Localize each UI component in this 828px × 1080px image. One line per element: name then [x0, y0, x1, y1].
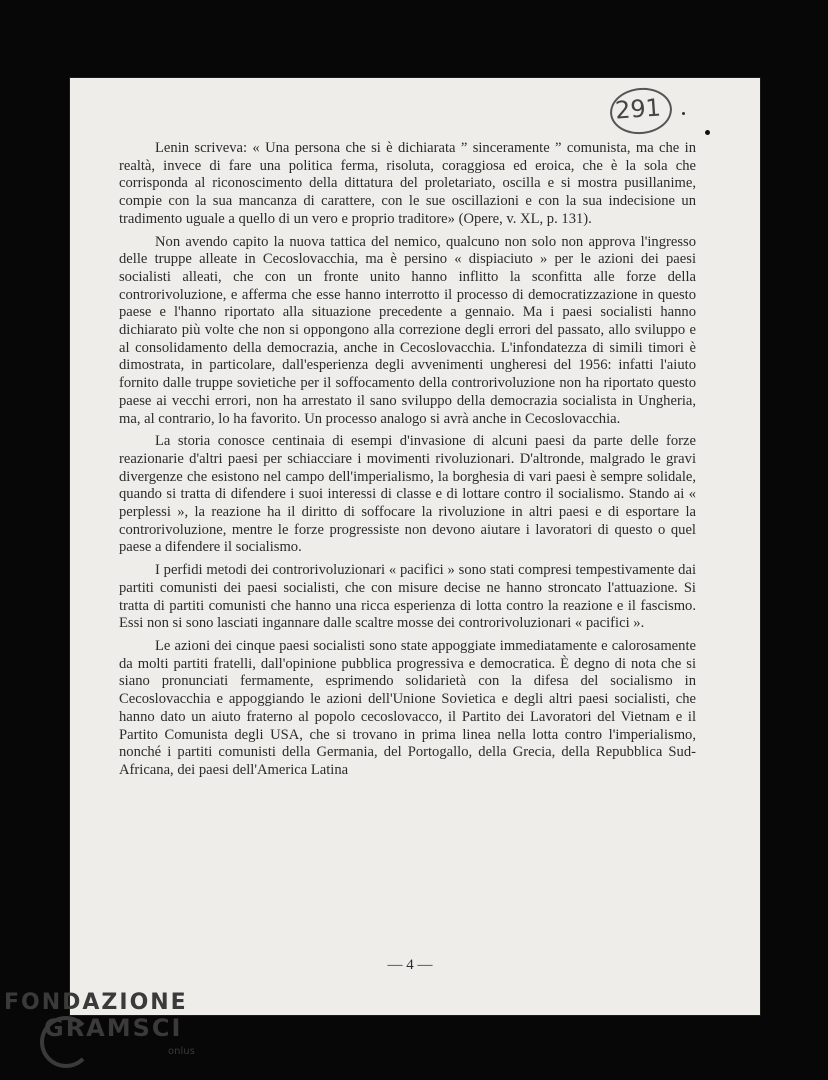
pencil-dot-mark [682, 112, 685, 115]
paragraph-3: La storia conosce centinaia di esempi d'invasione di alcuni paesi da parte delle forze reazionarie d'altri paesi per schiacciare i movimenti rivoluzionari. D'altronde, malgrado le gravi divergenze che esistono nel campo dell'imperialismo, la borghesia di vari paesi è sempre solidale, quando si tratta di difendere i suoi interessi di classe e di lottare contro il socialismo. Stando ai « perplessi », la reazione ha il diritto di soffocare la rivoluzione in altri paesi e di esportare la controrivoluzione, mentre le forze progressiste non devono aiutare i lavoratori di questo o quel paese a difendere il socialismo. [119, 433, 696, 556]
paragraph-2: Non avendo capito la nuova tattica del nemico, qualcuno non solo non approva l'ingresso delle truppe alleate in Cecoslovacchia, ma è persino « dispiaciuto » per le azioni dei paesi socialisti alleati, che con un fronte unito hanno inflitto la sconfitta alle forze della controrivoluzione, e afferma che esse hanno interrotto il processo di democratizzazione in questo paese e l'hanno riportato alla situazione precedente a gennaio. Ma i paesi socialisti hanno dichiarato più volte che non si oppongono alla correzione degli errori del passato, allo sviluppo e al consolidamento della democrazia, anche in Cecoslovacchia. L'infondatezza di simili timori è dimostrata, in particolare, dall'esperienza degli avvenimenti ungheresi del 1956: infatti l'aiuto fornito dalle truppe sovietiche per il soffocamento della controrivoluzione non ha riportato questo paese ai vecchi errori, non ha arrestato il sano sviluppo della democrazia socialista in Ungheria, ma, al contrario, lo ha favorito. Un processo analogo si avrà anche in Cecoslovacchia. [119, 233, 696, 427]
paragraph-4: I perfidi metodi dei controrivoluzionari « pacifici » sono stati compresi tempestivamente dai partiti comunisti dei paesi socialisti, che con misure decise ne hanno stroncato l'attuazione. Si tratta di partiti comunisti che hanno una ricca esperienza di lotta contro la reazione e il fascismo. Essi non si sono lasciati ingannare dalle scaltre mosse dei controrivoluzionari « pacifici ». [119, 562, 696, 632]
watermark-line2: GRAMSCI [44, 1014, 183, 1042]
watermark-line3: onlus [168, 1046, 195, 1057]
body-text [119, 140, 696, 785]
page-number: — 4 — [387, 957, 433, 973]
paragraph-1: Lenin scriveva: « Una persona che si è dichiarata ” sinceramente ” comunista, ma che in realtà, invece di fare una politica ferma, risoluta, coraggiosa ed eroica, che è la sola che corrisponda al riconoscimento della dittatura del proletariato, oscilla e si mostra pusillanime, compie con la sua mancanza di carattere, con le sue oscillazioni e con la sua indecisione un tradimento uguale a quello di un vero e proprio traditore» (Opere, v. XL, p. 131). [119, 140, 696, 227]
watermark-line1: FONDAZIONE [4, 990, 188, 1015]
paragraph-5: Le azioni dei cinque paesi socialisti sono state appoggiate immediatamente e calorosamente da molti partiti fratelli, dall'opinione pubblica progressiva e democratica. È degno di nota che si siano pronunciati fermamente, esprimendo solidarietà con la difesa del socialismo in Cecoslovacchia e appoggiando le azioni dell'Unione Sovietica e degli altri paesi socialisti, che hanno dato un aiuto fraterno al popolo cecoslovacco, il Partito dei Lavoratori del Vietnam e il Partito Comunista degli USA, che si trovano in prima linea nella lotta contro l'imperialismo, nonché i partiti comunisti della Germania, del Portogallo, della Grecia, della Repubblica Sud-Africana, dei paesi dell'America Latina [119, 637, 696, 778]
archive-number: 291 [614, 93, 662, 125]
watermark-logo [4, 990, 224, 1070]
